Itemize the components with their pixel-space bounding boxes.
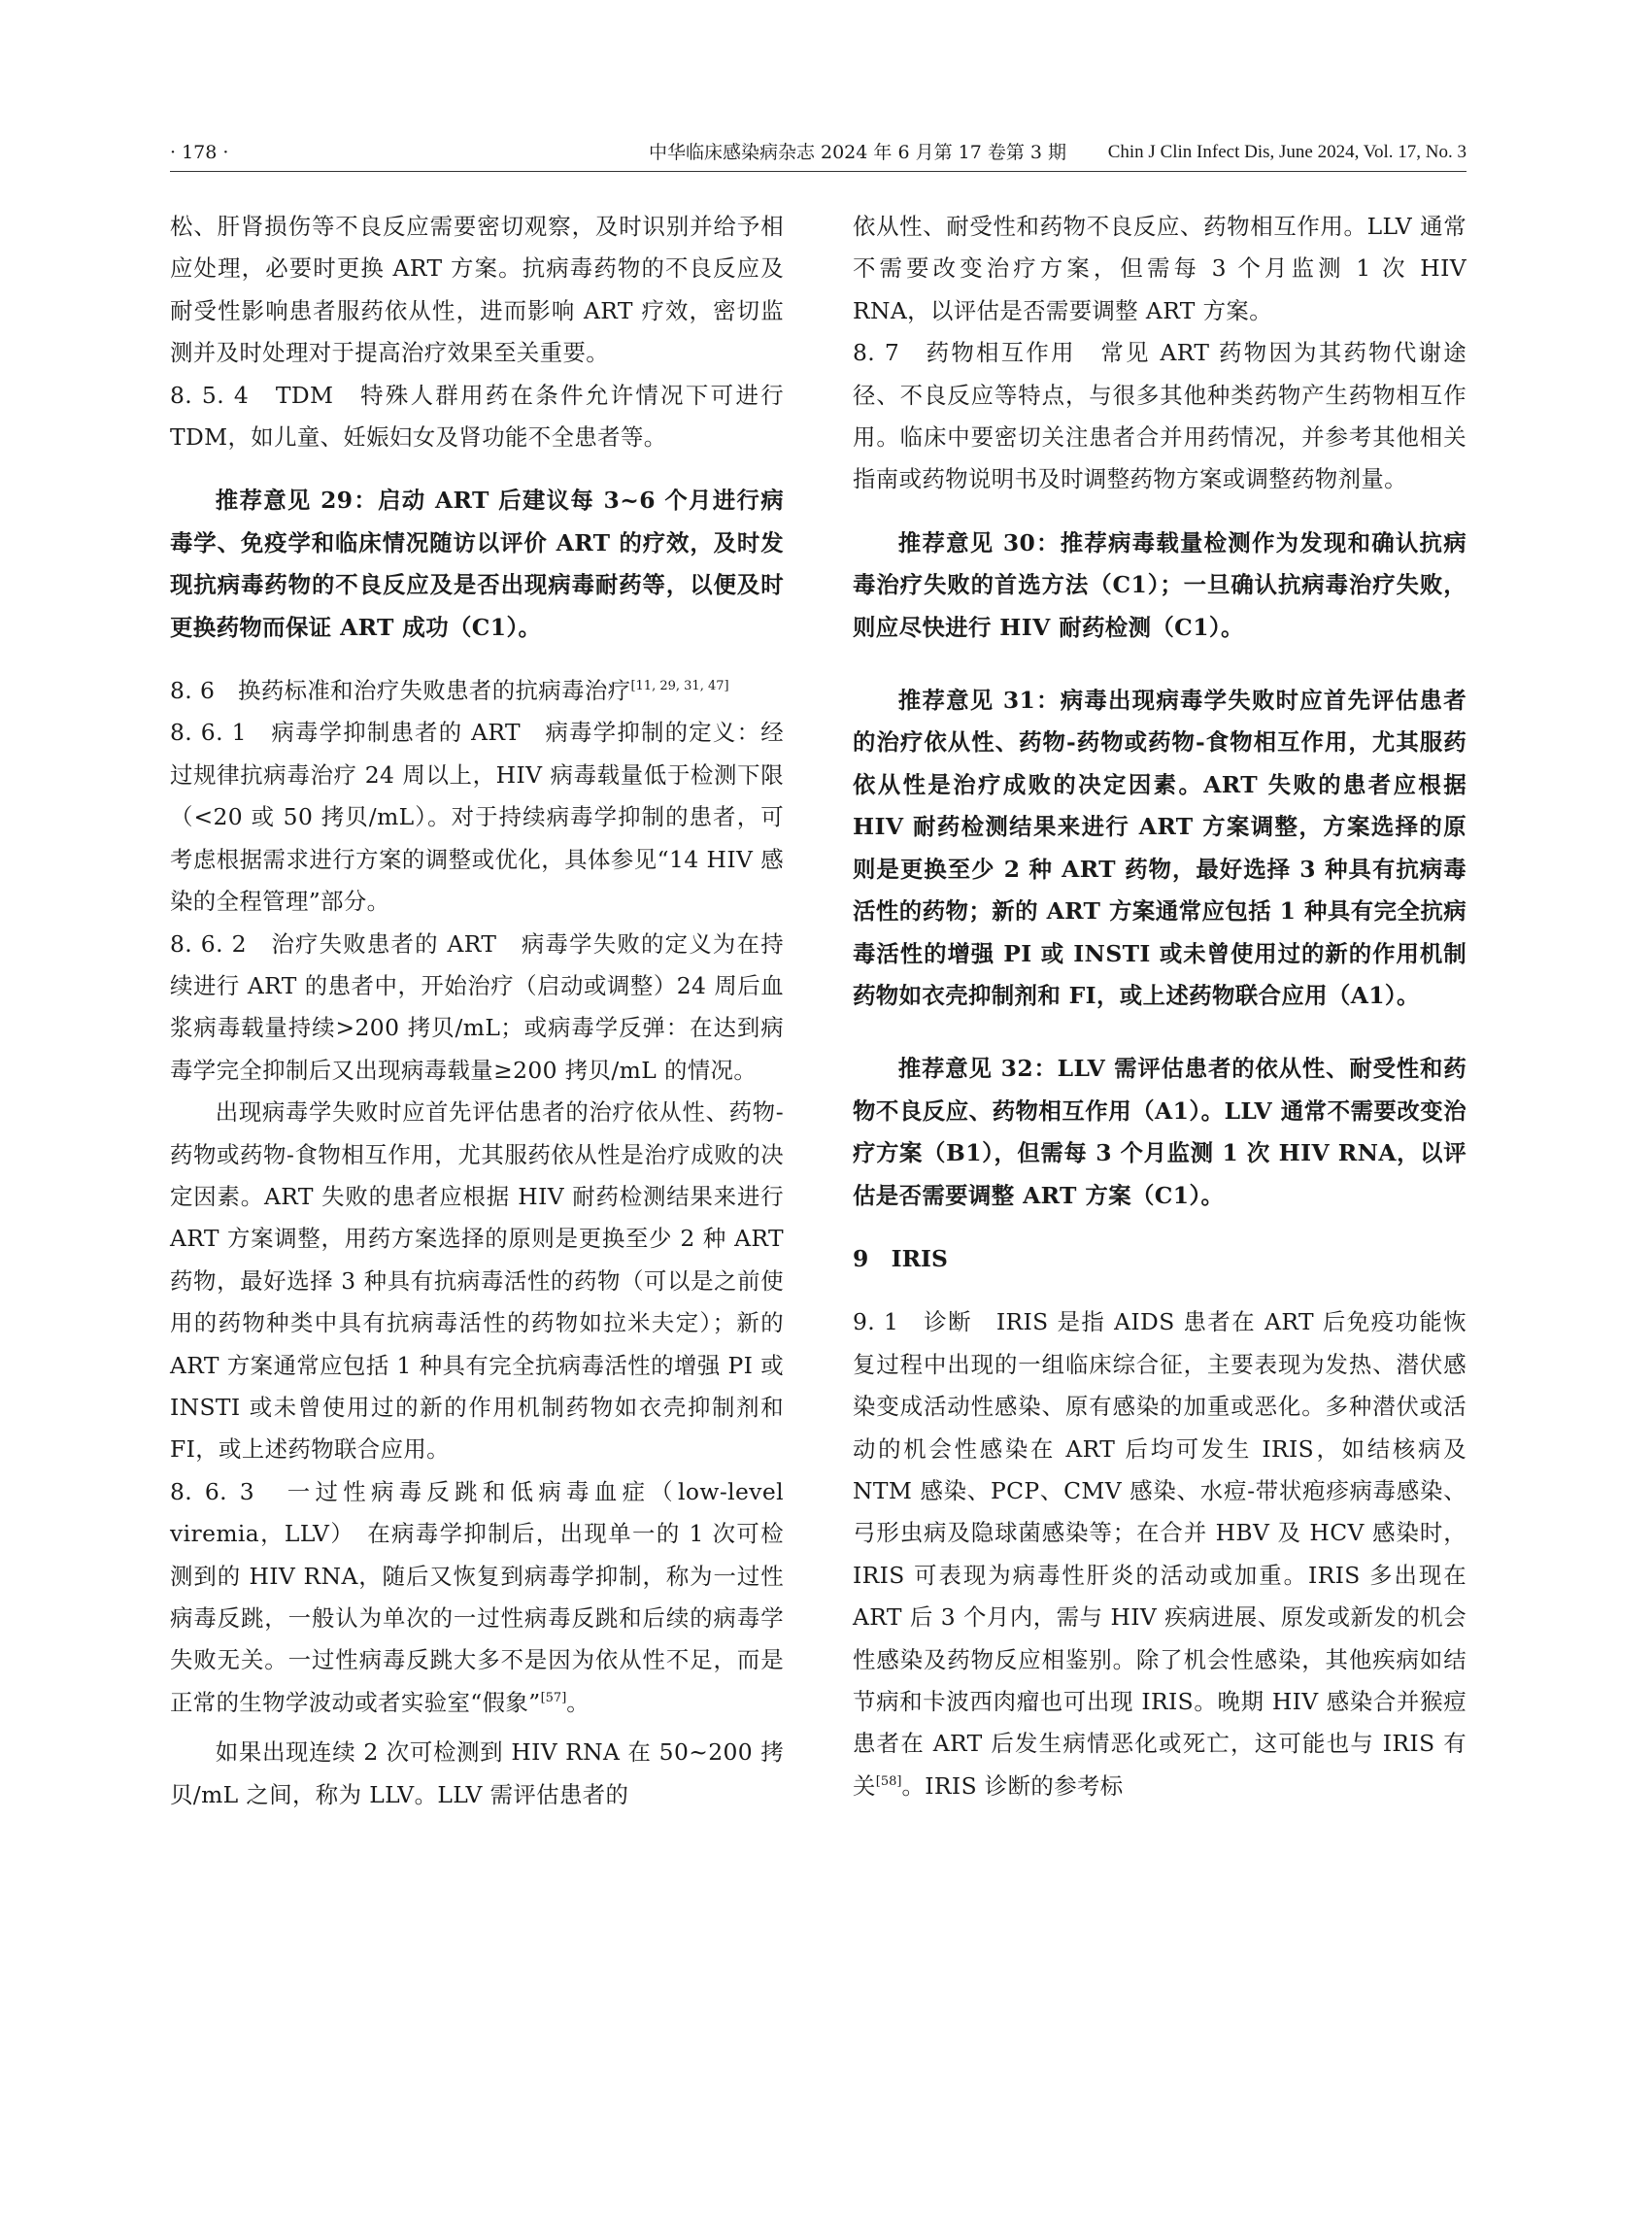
right-column [853,206,1467,1807]
paragraph-llv-continued: 依从性、耐受性和药物不良反应、药物相互作用。LLV 通常不需要改变治疗方案，但需每 3 个月监测 1 次 HIV RNA，以评估是否需要调整 ART 方案。 [853,213,1467,324]
section-8-7-interactions: 8. 7 药物相互作用 常见 ART 药物因为其药物代谢途径、不良反应等特点，与很多其他种类药物产生药物相互作用。临床中要密切关注患者合并用药情况，并参考其他相关指南或药物说明书及时调整药物方案或调整药物剂量。 [853,339,1467,493]
citation-ref: [58] [875,1774,902,1790]
paragraph-virologic-failure: 出现病毒学失败时应首先评估患者的治疗依从性、药物-药物或药物-食物相互作用，尤其服药依从性是治疗成败的决定因素。ART 失败的患者应根据 HIV 耐药检测结果来进行 ART 方案调整，用药方案选择的原则是更换至少 2 种 ART 药物，最好选择 3 种具有抗病毒活性的药物（可以是之前使用的药物种类中具有抗病毒活性的药物如拉米夫定）；新的 ART 方案通常应包括 1 种具有完全抗病毒活性的增强 PI 或 INSTI 或未曾使用过的新的作用机制药物如衣壳抑制剂和 FI，或上述药物联合应用。 [170,1098,784,1464]
paragraph-llv-definition: 如果出现连续 2 次可检测到 HIV RNA 在 50~200 拷贝/mL 之间，称为 LLV。LLV 需评估患者的 [170,1738,784,1808]
section-9-1-text: 9. 1 诊断 IRIS 是指 AIDS 患者在 ART 后免疫功能恢复过程中出现的一组临床综合征，主要表现为发热、潜伏感染变成活动性感染、原有感染的加重或恶化。多种潜伏或活动的机会性感染在 ART 后均可发生 IRIS，如结核病及 NTM 感染、PCP、CMV 感染、水痘-带状疱疹病毒感染、弓形虫病及隐球菌感染等；在合并 HBV 及 HCV 感染时，IRIS 可表现为病毒性肝炎的活动或加重。IRIS 多出现在 ART 后 3 个月内，需与 HIV 疾病进展、原发或新发的机会性感染及药物反应相鉴别。除了机会性感染，其他疾病如结节病和卡波西肉瘤也可出现 IRIS。晚期 HIV 感染合并猴痘患者在 ART 后发生病情恶化或死亡，这可能也与 IRIS 有关 [853,1308,1467,1800]
section-8-6-3-end: 。 [566,1688,590,1716]
journal-title-en: Chin J Clin Infect Dis, June 2024, Vol. 17, No. 3 [1107,142,1467,162]
section-8-6-3-text: 8. 6. 3 一过性病毒反跳和低病毒血症（low-level viremia，LLV） 在病毒学抑制后，出现单一的 1 次可检测到的 HIV RNA，随后又恢复到病毒学抑制，称为一过性病毒反跳，一般认为单次的一过性病毒反跳和后续的病毒学失败无关。一过性病毒反跳大多不是因为依从性不足，而是正常的生物学波动或者实验室“假象” [170,1477,784,1716]
recommendation-29: 推荐意见 29：启动 ART 后建议每 3~6 个月进行病毒学、免疫学和临床情况随访以评价 ART 的疗效，及时发现抗病毒药物的不良反应及是否出现病毒耐药等，以便及时更换药物而保证 ART 成功（C1）。 [170,487,784,641]
citation-ref: [57] [540,1691,567,1706]
citation-ref: [11, 29, 31, 47] [630,679,729,694]
section-8-6-1: 8. 6. 1 病毒学抑制患者的 ART 病毒学抑制的定义：经过规律抗病毒治疗 24 周以上，HIV 病毒载量低于检测下限（<20 或 50 拷贝/mL）。对于持续病毒学抑制的患者，可考虑根据需求进行方案的调整或优化，具体参见“14 HIV 感染的全程管理”部分。 [170,719,784,916]
left-column [170,206,784,1816]
section-heading-9-iris: 9 IRIS [853,1244,948,1272]
recommendation-30: 推荐意见 30：推荐病毒载量检测作为发现和确认抗病毒治疗失败的首选方法（C1）；一旦确认抗病毒治疗失败，则应尽快进行 HIV 耐药检测（C1）。 [853,528,1467,641]
section-8-6-3 [170,1471,784,1724]
section-9-1-diagnosis [853,1301,1467,1807]
section-heading-8-6-text: 8. 6 换药标准和治疗失败患者的抗病毒治疗 [170,677,631,705]
section-9-1-end: 。IRIS 诊断的参考标 [901,1771,1124,1800]
page-number: · 178 · [170,142,229,163]
recommendation-31: 推荐意见 31：病毒出现病毒学失败时应首先评估患者的治疗依从性、药物-药物或药物-食物相互作用，尤其服药依从性是治疗成败的决定因素。ART 失败的患者应根据 HIV 耐药检测结果来进行 ART 方案调整，方案选择的原则是更换至少 2 种 ART 药物，最好选择 3 种具有抗病毒活性的药物；新的 ART 方案通常应包括 1 种具有完全抗病毒活性的增强 PI 或 INSTI 或未曾使用过的新的作用机制药物如衣壳抑制剂和 FI，或上述药物联合应用（A1）。 [853,687,1467,1009]
recommendation-32: 推荐意见 32：LLV 需评估患者的依从性、耐受性和药物不良反应、药物相互作用（A1）。LLV 通常不需要改变治疗方案（B1），但需每 3 个月监测 1 次 HIV RNA，以评估是否需要调整 ART 方案（C1）。 [853,1055,1467,1209]
section-heading-8-6 [170,670,784,712]
page-header [170,134,1467,173]
journal-title-cn: 中华临床感染病杂志 2024 年 6 月第 17 卷第 3 期 [648,142,1066,163]
section-8-6-2: 8. 6. 2 治疗失败患者的 ART 病毒学失败的定义为在持续进行 ART 的患者中，开始治疗（启动或调整）24 周后血浆病毒载量持续>200 拷贝/mL；或病毒学反弹：在达到病毒学完全抑制后又出现病毒载量≥200 拷贝/mL 的情况。 [170,929,784,1084]
header-rule [170,171,1467,172]
section-8-5-4-tdm: 8. 5. 4 TDM 特殊人群用药在条件允许情况下可进行 TDM，如儿童、妊娠妇女及肾功能不全患者等。 [170,381,784,452]
paragraph-adverse-reactions: 松、肝肾损伤等不良反应需要密切观察，及时识别并给予相应处理，必要时更换 ART 方案。抗病毒药物的不良反应及耐受性影响患者服药依从性，进而影响 ART 疗效，密切监测并及时处理对于提高治疗效果至关重要。 [170,213,784,367]
